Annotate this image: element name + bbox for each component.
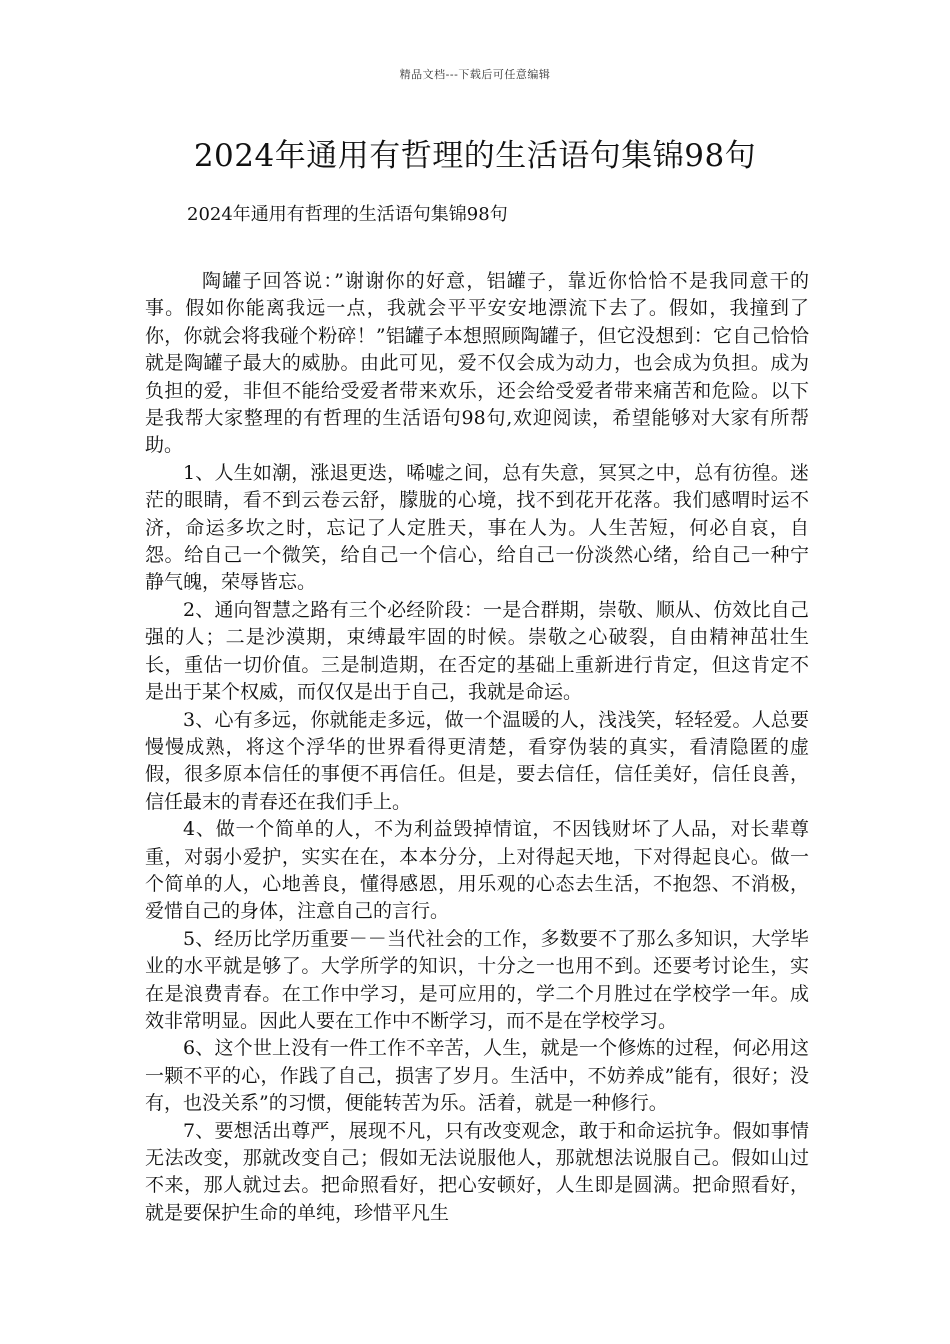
paragraph-1: 1、人生如潮，涨退更迭，唏嘘之间，总有失意，冥冥之中，总有彷徨。迷茫的眼睛，看不到云卷云舒，朦胧的心境，找不到花开花落。我们感喟时运不济，命运多坎之时，忘记了人定胜天，事在人为。人生苦短，何必自哀，自怨。给自己一个微笑，给自己一个信心，给自己一份淡然心绪，给自己一种宁静气魄，荣辱皆忘。 [145, 461, 809, 594]
document-body [145, 268, 809, 1227]
paragraph-3: 3、心有多远，你就能走多远，做一个温暖的人，浅浅笑，轻轻爱。人总要慢慢成熟，将这个浮华的世界看得更清楚，看穿伪装的真实，看清隐匿的虚假，很多原本信任的事便不再信任。但是，要去信任，信任美好，信任良善，信任最末的青春还在我们手上。 [145, 708, 809, 813]
paragraph-5: 5、经历比学历重要－－当代社会的工作，多数要不了那么多知识，大学毕业的水平就是够了。大学所学的知识，十分之一也用不到。还要考讨论生，实在是浪费青春。在工作中学习，是可应用的，学二个月胜过在学校学一年。成效非常明显。因此人要在工作中不断学习，而不是在学校学习。 [145, 927, 809, 1032]
paragraph-2: 2、通向智慧之路有三个必经阶段：一是合群期，崇敬、顺从、仿效比自己强的人；二是沙漠期，束缚最牢固的时候。崇敬之心破裂，自由精神茁壮生长，重估一切价值。三是制造期，在否定的基础上重新进行肯定，但这肯定不是出于某个权威，而仅仅是出于自己，我就是命运。 [145, 598, 809, 704]
intro-paragraph: 陶罐子回答说：”谢谢你的好意，铝罐子，靠近你恰恰不是我同意干的事。假如你能离我远一点，我就会平平安安地漂流下去了。假如，我撞到了你，你就会将我碰个粉碎！”铝罐子本想照顾陶罐子，但它没想到：它自己恰恰就是陶罐子最大的威胁。由此可见，爱不仅会成为动力，也会成为负担。成为负担的爱，非但不能给受爱者带来欢乐，还会给受爱者带来痛苦和危险。以下是我帮大家整理的有哲理的生活语句98句,欢迎阅读，希望能够对大家有所帮助。 [145, 270, 809, 457]
paragraph-4: 4、做一个简单的人，不为利益毁掉情谊，不因钱财坏了人品，对长辈尊重，对弱小爱护，实实在在，本本分分，上对得起天地，下对得起良心。做一个简单的人，心地善良，懂得感恩，用乐观的心态去生活，不抱怨、不消极，爱惜自己的身体，注意自己的言行。 [145, 818, 809, 923]
header-note: 精品文档---下载后可任意编辑 [399, 68, 551, 81]
document-title: 2024年通用有哲理的生活语句集锦98句 [193, 138, 757, 174]
document-subtitle: 2024年通用有哲理的生活语句集锦98句 [187, 204, 508, 225]
paragraph-6: 6、这个世上没有一件工作不辛苦，人生，就是一个修炼的过程，何必用这一颗不平的心，作践了自己，损害了岁月。生活中，不妨养成”能有，很好；没有，也没关系”的习惯，便能转苦为乐。活着，就是一种修行。 [145, 1037, 809, 1115]
paragraph-7: 7、要想活出尊严，展现不凡，只有改变观念，敢于和命运抗争。假如事情无法改变，那就改变自己；假如无法说服他人，那就想法说服自己。假如山过不来，那人就过去。把命照看好，把心安顿好，人生即是圆满。把命照看好，就是要保护生命的单纯，珍惜平凡生 [145, 1119, 809, 1224]
